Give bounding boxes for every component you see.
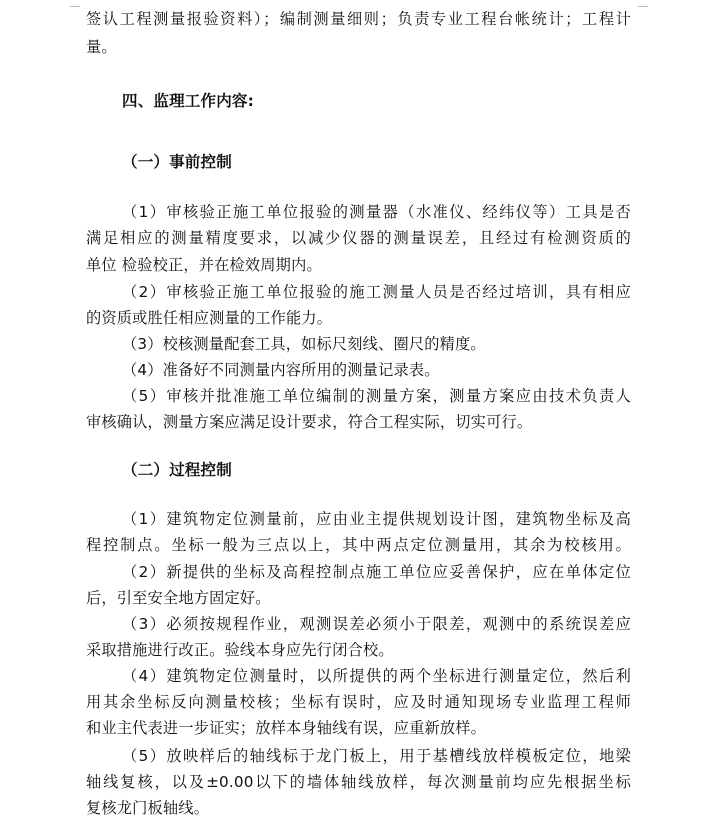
paragraph-line: 用其余坐标反向测量校核；坐标有误时，应及时通知现场专业监理工程师 — [86, 693, 631, 711]
paragraph-line: 轴线复核，以及±0.00以下的墙体轴线放样，每次测量前均应先根据坐标 — [86, 773, 631, 791]
paragraph-line: 满足相应的测量精度要求，以减少仪器的测量误差，且经过有检测资质的 — [86, 229, 631, 247]
paragraph-line: 复核龙门板轴线。 — [86, 799, 210, 817]
paragraph-line: 审核确认，测量方案应满足设计要求，符合工程实际，切实可行。 — [86, 413, 533, 431]
paragraph-line: 和业主代表进一步证实；放样本身轴线有误，应重新放样。 — [86, 719, 487, 737]
paragraph-line: 单位 检验校正，并在检效周期内。 — [86, 256, 322, 274]
paragraph-line: 签认工程测量报验资料）；编制测量细则；负责专业工程台帐统计；工程计 — [86, 10, 631, 28]
paragraph-line: （3）校核测量配套工具，如标尺刻线、圈尺的精度。 — [122, 335, 486, 353]
paragraph-line: 的资质或胜任相应测量的工作能力。 — [86, 309, 333, 327]
paragraph-line: （5）审核并批准施工单位编制的测量方案，测量方案应由技术负责人 — [122, 387, 631, 405]
margin-mark-top-left — [70, 6, 80, 7]
subsection-heading: （一）事前控制 — [122, 153, 232, 171]
paragraph-line: （2）审核验正施工单位报验的施工测量人员是否经过培训，具有相应 — [122, 283, 631, 301]
section-heading: 四、监理工作内容: — [122, 92, 254, 110]
paragraph-line: 程控制点。坐标一般为三点以上，其中两点定位测量用，其余为校核用。 — [86, 536, 631, 554]
paragraph-line: 量。 — [86, 38, 117, 56]
paragraph-line: （4）准备好不同测量内容所用的测量记录表。 — [122, 361, 440, 379]
paragraph-line: （1）审核验正施工单位报验的测量器（水准仪、经纬仪等）工具是否 — [122, 203, 631, 221]
margin-mark-top-right — [638, 6, 648, 7]
paragraph-line: 采取措施进行改正。验线本身应先行闭合校。 — [86, 641, 394, 659]
paragraph-line: （1）建筑物定位测量前，应由业主提供规划设计图，建筑物坐标及高 — [122, 510, 631, 528]
paragraph-line: （5）放映样后的轴线标于龙门板上，用于基槽线放样模板定位，地梁 — [122, 747, 631, 765]
paragraph-line: （2）新提供的坐标及高程控制点施工单位应妥善保护，应在单体定位 — [122, 563, 631, 581]
paragraph-line: （3）必须按规程作业，观测误差必须小于限差，观测中的系统误差应 — [122, 615, 631, 633]
paragraph-line: （4）建筑物定位测量时，以所提供的两个坐标进行测量定位，然后利 — [122, 667, 631, 685]
paragraph-line: 后，引至安全地方固定好。 — [86, 589, 271, 607]
subsection-heading: （二）过程控制 — [122, 461, 232, 479]
